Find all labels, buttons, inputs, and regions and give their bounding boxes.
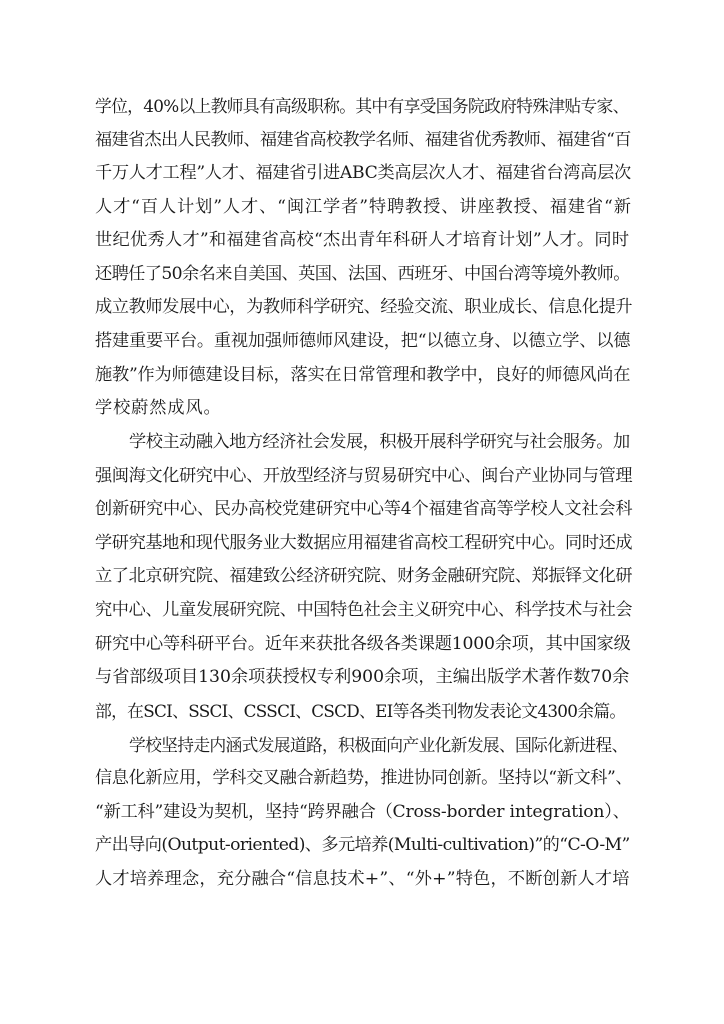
text-line: 信息化新应用，学科交叉融合新趋势，推进协同创新。坚持以“新文科”、 [95, 768, 633, 788]
text-line: 强闽海文化研究中心、开放型经济与贸易研究中心、闽台产业协同与管理 [95, 466, 633, 486]
text-line: 研究中心等科研平台。近年来获批各级各类课题1000余项，其中国家级 [95, 634, 631, 654]
text-line: 施教”作为师德建设目标，落实在日常管理和教学中，良好的师德风尚在 [95, 365, 631, 385]
text-line: 成立教师发展中心，为教师科学研究、经验交流、职业成长、信息化提升 [95, 297, 633, 317]
text-line: 产出导向(Output-oriented)、多元培养(Multi-cultivation)”的“C-O-M” [95, 835, 630, 855]
text-line: “新工科”建设为契机，坚持“跨界融合（Cross-border integration）、 [95, 802, 630, 822]
text-line: 搭建重要平台。重视加强师德师风建设，把“以德立身、以德立学、以德 [95, 331, 631, 351]
text-line: 学研究基地和现代服务业大数据应用福建省高校工程研究中心。同时还成 [95, 533, 633, 553]
text-line: 人才培养理念，充分融合“信息技术+”、“外+”特色，不断创新人才培 [95, 869, 630, 889]
paragraph-first-line: 学校主动融入地方经济社会发展，积极开展科学研究与社会服务。加 [129, 432, 630, 452]
text-line: 究中心、儿童发展研究院、中国特色社会主义研究中心、科学技术与社会 [95, 600, 633, 620]
text-line: 千万人才工程”人才、福建省引进ABC类高层次人才、福建省台湾高层次 [95, 163, 631, 183]
text-line: 立了北京研究院、福建致公经济研究院、财务金融研究院、郑振铎文化研 [95, 566, 633, 586]
text-line: 人才“百人计划”人才、“闽江学者”特聘教授、讲座教授、福建省“新 [95, 197, 632, 217]
text-line: 世纪优秀人才”和福建省高校“杰出青年科研人才培育计划”人才。同时 [95, 230, 630, 250]
text-line: 福建省杰出人民教师、福建省高校教学名师、福建省优秀教师、福建省“百 [95, 130, 631, 150]
text-line: 部，在SCI、SSCI、CSSCI、CSCD、EI等各类刊物发表论文4300余篇。 [95, 701, 626, 721]
text-line: 创新研究中心、民办高校党建研究中心等4个福建省高等学校人文社会科 [95, 499, 633, 519]
text-line: 学校蔚然成风。 [95, 398, 222, 418]
text-line: 还聘任了50余名来自美国、英国、法国、西班牙、中国台湾等境外教师。 [95, 264, 630, 284]
text-line: 与省部级项目130余项获授权专利900余项，主编出版学术著作数70余 [95, 667, 630, 687]
text-line: 学位，40%以上教师具有高级职称。其中有享受国务院政府特殊津贴专家、 [95, 96, 629, 116]
paragraph-first-line: 学校坚持走内涵式发展道路，积极面向产业化新发展、国际化新进程、 [129, 735, 628, 755]
